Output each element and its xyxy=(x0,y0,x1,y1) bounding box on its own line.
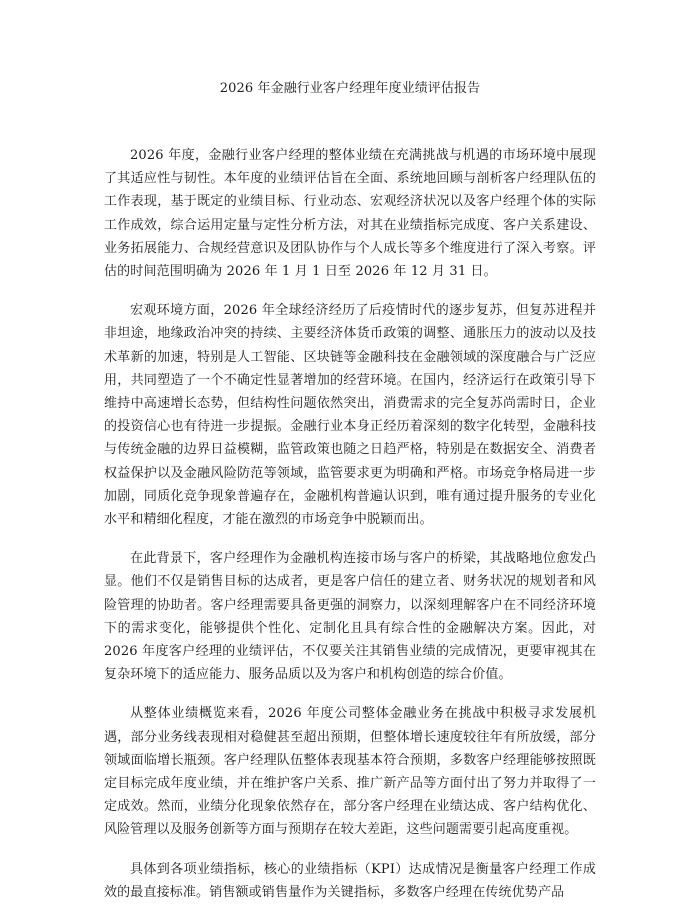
paragraph-background: 在此背景下，客户经理作为金融机构连接市场与客户的桥梁，其战略地位愈发凸显。他们不仅是销售目标的达成者，更是客户信任的建立者、财务状况的规划者和风险管理的协助者。客户经理需要具备更强的洞察力，以深刻理解客户在不同经济环境下的需求变化，能够提供个性化、定制化且具有综合性的金融解决方案。因此，对 2026 年度客户经理的业绩评估，不仅要关注其销售业绩的完成情况，更要审视其在复杂环境下的适应能力、服务品质以及为客户和机构创造的综合价值。 xyxy=(104,551,596,683)
paragraph-macro-environment: 宏观环境方面，2026 年全球经济经历了后疫情时代的逐步复苏，但复苏进程并非坦途，地缘政治冲突的持续、主要经济体货币政策的调整、通胀压力的波动以及技术革新的加速，特别是人工智能、区块链等金融科技在金融领域的深度融合与广泛应用，共同塑造了一个不确定性显著增加的经营环境。在国内，经济运行在政策引导下维持中高速增长态势，但结构性问题依然突出，消费需求的完全复苏尚需时日，企业的投资信心也有待进一步提振。金融行业本身正经历着深刻的数字化转型，金融科技与传统金融的边界日益模糊，监管政策也随之日趋严格，特别是在数据安全、消费者权益保护以及金融风险防范等领域，监管要求更为明确和严格。市场竞争格局进一步加剧，同质化竞争现象普遍存在，金融机构普遍认识到，唯有通过提升服务的专业化水平和精细化程度，才能在激烈的市场竞争中脱颖而出。 xyxy=(104,303,596,528)
paragraph-overview: 从整体业绩概览来看，2026 年度公司整体金融业务在挑战中积极寻求发展机遇，部分业务线表现相对稳健甚至超出预期，但整体增长速度较往年有所放缓，部分领域面临增长瓶颈。客户经理队伍整体表现基本符合预期，多数客户经理能够按照既定目标完成年度业绩，并在维护客户关系、推广新产品等方面付出了努力并取得了一定成效。然而，业绩分化现象依然存在，部分客户经理在业绩达成、客户结构优化、风险管理以及服务创新等方面与预期存在较大差距，这些问题需要引起高度重视。 xyxy=(104,706,596,838)
document-title: 2026 年金融行业客户经理年度业绩评估报告 xyxy=(219,81,481,96)
paragraph-kpi: 具体到各项业绩指标，核心的业绩指标（KPI）达成情况是衡量客户经理工作成效的最直接标准。销售额或销售量作为关键指标，多数客户经理在传统优势产品 xyxy=(104,861,596,900)
document-body xyxy=(104,144,596,905)
paragraph-intro: 2026 年度，金融行业客户经理的整体业绩在充满挑战与机遇的市场环境中展现了其适应性与韧性。本年度的业绩评估旨在全面、系统地回顾与剖析客户经理队伍的工作表现，基于既定的业绩目标、行业动态、宏观经济状况以及客户经理个体的实际工作成效，综合运用定量与定性分析方法，对其在业绩指标完成度、客户关系建设、业务拓展能力、合规经营意识及团队协作与个人成长等多个维度进行了深入考察。评估的时间范围明确为 2026 年 1 月 1 日至 2026 年 12 月 31 日。 xyxy=(104,148,596,280)
